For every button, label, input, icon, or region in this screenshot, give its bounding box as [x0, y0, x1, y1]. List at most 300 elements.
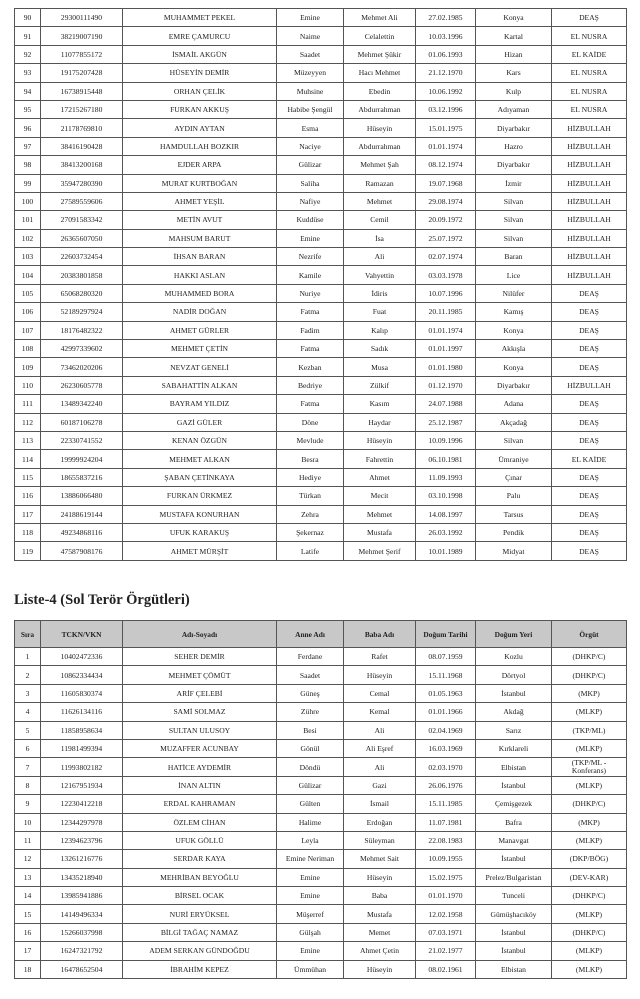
cell-organization: (DHKP/C): [552, 887, 627, 905]
cell-father: Mustafa: [344, 905, 416, 923]
table-row: [15, 395, 627, 413]
cell-birth-date: 01.06.1993: [416, 45, 476, 63]
cell-birth-place: Silvan: [476, 431, 552, 449]
cell-tckn: 10402472336: [41, 648, 123, 666]
cell-organization: DEAŞ: [552, 413, 627, 431]
cell-birth-place: Adana: [476, 395, 552, 413]
cell-mother: Habibe Şengül: [277, 100, 344, 118]
cell-birth-date: 02.04.1969: [416, 721, 476, 739]
cell-tckn: 49234868116: [41, 523, 123, 541]
table-row: [15, 923, 627, 941]
table-row: [15, 229, 627, 247]
cell-father: Hüseyin: [344, 666, 416, 684]
cell-sira: 7: [15, 758, 41, 776]
cell-name: MEHMET ÇETİN: [123, 340, 277, 358]
cell-mother: Emine: [277, 887, 344, 905]
cell-name: HATİCE AYDEMİR: [123, 758, 277, 776]
table-row: [15, 831, 627, 849]
cell-father: Abdurrahman: [344, 100, 416, 118]
cell-tckn: 52189297924: [41, 303, 123, 321]
cell-tckn: 73462020206: [41, 358, 123, 376]
cell-name: FURKAN AKKUŞ: [123, 100, 277, 118]
cell-name: ADEM SERKAN GÜNDOĞDU: [123, 942, 277, 960]
cell-birth-date: 19.07.1968: [416, 174, 476, 192]
cell-sira: 103: [15, 248, 41, 266]
table-row: [15, 431, 627, 449]
cell-sira: 114: [15, 450, 41, 468]
cell-name: MAHSUM BARUT: [123, 229, 277, 247]
cell-tckn: 26230605778: [41, 376, 123, 394]
cell-birth-date: 01.01.1974: [416, 137, 476, 155]
cell-tckn: 29300111490: [41, 9, 123, 27]
cell-tckn: 16478652504: [41, 960, 123, 978]
table-row: [15, 137, 627, 155]
cell-sira: 113: [15, 431, 41, 449]
cell-name: FURKAN ÜRKMEZ: [123, 487, 277, 505]
cell-sira: 111: [15, 395, 41, 413]
cell-mother: Döne: [277, 413, 344, 431]
cell-birth-place: Bafra: [476, 813, 552, 831]
table-row: [15, 542, 627, 560]
cell-sira: 105: [15, 284, 41, 302]
cell-mother: Besra: [277, 450, 344, 468]
cell-mother: Emine: [277, 229, 344, 247]
cell-birth-place: Konya: [476, 9, 552, 27]
table-row: [15, 413, 627, 431]
cell-sira: 94: [15, 82, 41, 100]
cell-mother: Emine: [277, 9, 344, 27]
cell-mother: Nuriye: [277, 284, 344, 302]
cell-mother: Fadim: [277, 321, 344, 339]
cell-name: SEHER DEMİR: [123, 648, 277, 666]
cell-birth-date: 15.11.1968: [416, 666, 476, 684]
cell-mother: Emine: [277, 942, 344, 960]
cell-name: UFUK GÖLLÜ: [123, 831, 277, 849]
cell-sira: 12: [15, 850, 41, 868]
cell-father: Fahrettin: [344, 450, 416, 468]
cell-name: MEHRİBAN BEYOĞLU: [123, 868, 277, 886]
cell-birth-date: 10.09.1996: [416, 431, 476, 449]
cell-sira: 108: [15, 340, 41, 358]
cell-birth-place: Kırklareli: [476, 739, 552, 757]
cell-mother: Naime: [277, 27, 344, 45]
cell-sira: 117: [15, 505, 41, 523]
cell-sira: 14: [15, 887, 41, 905]
cell-birth-date: 25.12.1987: [416, 413, 476, 431]
cell-father: Hüseyin: [344, 960, 416, 978]
cell-tckn: 11993802182: [41, 758, 123, 776]
header-name: Adı-Soyadı: [123, 621, 277, 648]
cell-father: Ali: [344, 758, 416, 776]
cell-sira: 95: [15, 100, 41, 118]
cell-birth-date: 29.08.1974: [416, 192, 476, 210]
cell-mother: Fatma: [277, 395, 344, 413]
table-row: [15, 868, 627, 886]
cell-tckn: 12167951934: [41, 776, 123, 794]
cell-name: İHSAN BARAN: [123, 248, 277, 266]
cell-name: AHMET YEŞİL: [123, 192, 277, 210]
cell-tckn: 47587908176: [41, 542, 123, 560]
cell-sira: 93: [15, 64, 41, 82]
cell-tckn: 18176482322: [41, 321, 123, 339]
cell-birth-place: Kozlu: [476, 648, 552, 666]
cell-tckn: 60187106278: [41, 413, 123, 431]
cell-birth-date: 21.12.1970: [416, 64, 476, 82]
cell-organization: DEAŞ: [552, 505, 627, 523]
cell-birth-place: Manavgat: [476, 831, 552, 849]
cell-mother: Naciye: [277, 137, 344, 155]
table-row: [15, 703, 627, 721]
cell-tckn: 11605830374: [41, 684, 123, 702]
table-row: [15, 156, 627, 174]
cell-birth-place: Akdağ: [476, 703, 552, 721]
cell-birth-place: Hizan: [476, 45, 552, 63]
cell-birth-date: 06.10.1981: [416, 450, 476, 468]
cell-birth-place: Palu: [476, 487, 552, 505]
table-row: [15, 284, 627, 302]
cell-organization: (DHKP/C): [552, 795, 627, 813]
cell-birth-place: Baran: [476, 248, 552, 266]
cell-organization: DEAŞ: [552, 303, 627, 321]
list-3-table-body: [15, 9, 627, 561]
cell-name: NEVZAT GENELİ: [123, 358, 277, 376]
cell-sira: 10: [15, 813, 41, 831]
cell-birth-date: 27.02.1985: [416, 9, 476, 27]
cell-organization: HİZBULLAH: [552, 229, 627, 247]
cell-tckn: 10862334434: [41, 666, 123, 684]
cell-father: Ahmet: [344, 468, 416, 486]
cell-name: MURAT KURTBOĞAN: [123, 174, 277, 192]
cell-tckn: 13886066480: [41, 487, 123, 505]
table-row: [15, 850, 627, 868]
cell-birth-place: Akçadağ: [476, 413, 552, 431]
cell-name: İNAN ALTIN: [123, 776, 277, 794]
table-row: [15, 813, 627, 831]
header-mother: Anne Adı: [277, 621, 344, 648]
table-row: [15, 468, 627, 486]
cell-birth-place: Silvan: [476, 229, 552, 247]
cell-birth-place: Elbistan: [476, 758, 552, 776]
cell-birth-date: 03.03.1978: [416, 266, 476, 284]
cell-tckn: 26365607050: [41, 229, 123, 247]
cell-sira: 5: [15, 721, 41, 739]
cell-father: Mecit: [344, 487, 416, 505]
header-birth-date: Doğum Tarihi: [416, 621, 476, 648]
cell-birth-place: Sarız: [476, 721, 552, 739]
cell-name: KENAN ÖZGÜN: [123, 431, 277, 449]
table-row: [15, 321, 627, 339]
cell-organization: (DEV-KAR): [552, 868, 627, 886]
table-row: [15, 666, 627, 684]
cell-organization: (MLKP): [552, 942, 627, 960]
cell-birth-place: Akkışla: [476, 340, 552, 358]
table-row: [15, 64, 627, 82]
cell-sira: 101: [15, 211, 41, 229]
table-row: [15, 776, 627, 794]
cell-name: UFUK KARAKUŞ: [123, 523, 277, 541]
cell-tckn: 12394623796: [41, 831, 123, 849]
cell-father: Mustafa: [344, 523, 416, 541]
cell-name: MUSTAFA KONURHAN: [123, 505, 277, 523]
cell-father: Cemal: [344, 684, 416, 702]
cell-father: Mehmet Şah: [344, 156, 416, 174]
cell-tckn: 20383801858: [41, 266, 123, 284]
cell-mother: Leyla: [277, 831, 344, 849]
cell-father: Rafet: [344, 648, 416, 666]
cell-sira: 96: [15, 119, 41, 137]
header-father: Baba Adı: [344, 621, 416, 648]
cell-father: Zülkif: [344, 376, 416, 394]
cell-father: Musa: [344, 358, 416, 376]
cell-tckn: 35947280390: [41, 174, 123, 192]
cell-birth-date: 03.10.1998: [416, 487, 476, 505]
cell-birth-place: Lice: [476, 266, 552, 284]
cell-father: Ali: [344, 721, 416, 739]
cell-tckn: 13435218940: [41, 868, 123, 886]
table-row: [15, 119, 627, 137]
cell-mother: Şekernaz: [277, 523, 344, 541]
cell-mother: Gönül: [277, 739, 344, 757]
cell-name: NADİR DOĞAN: [123, 303, 277, 321]
table-row: [15, 266, 627, 284]
cell-organization: (DHKP/C): [552, 923, 627, 941]
cell-name: AHMET MÜRŞİT: [123, 542, 277, 560]
cell-father: Sadık: [344, 340, 416, 358]
cell-name: BAYRAM YILDIZ: [123, 395, 277, 413]
cell-sira: 104: [15, 266, 41, 284]
cell-tckn: 65068280320: [41, 284, 123, 302]
cell-birth-date: 15.02.1975: [416, 868, 476, 886]
cell-birth-date: 01.01.1980: [416, 358, 476, 376]
cell-sira: 91: [15, 27, 41, 45]
cell-sira: 100: [15, 192, 41, 210]
cell-birth-date: 01.05.1963: [416, 684, 476, 702]
cell-tckn: 19175207428: [41, 64, 123, 82]
cell-mother: Gülizar: [277, 776, 344, 794]
table-row: [15, 905, 627, 923]
cell-birth-place: Elbistan: [476, 960, 552, 978]
cell-organization: DEAŞ: [552, 284, 627, 302]
cell-mother: Hediye: [277, 468, 344, 486]
cell-sira: 11: [15, 831, 41, 849]
cell-mother: Döndü: [277, 758, 344, 776]
cell-name: BİRSEL OCAK: [123, 887, 277, 905]
cell-mother: Saadet: [277, 666, 344, 684]
cell-organization: (MLKP): [552, 960, 627, 978]
cell-mother: Güneş: [277, 684, 344, 702]
cell-birth-place: Midyat: [476, 542, 552, 560]
cell-father: Gazi: [344, 776, 416, 794]
cell-tckn: 22330741552: [41, 431, 123, 449]
cell-name: AHMET GÜRLER: [123, 321, 277, 339]
cell-mother: Bedriye: [277, 376, 344, 394]
cell-father: İsmail: [344, 795, 416, 813]
cell-organization: DEAŞ: [552, 340, 627, 358]
cell-birth-place: Hazro: [476, 137, 552, 155]
table-row: [15, 684, 627, 702]
cell-sira: 16: [15, 923, 41, 941]
cell-sira: 13: [15, 868, 41, 886]
cell-name: METİN AVUT: [123, 211, 277, 229]
cell-sira: 6: [15, 739, 41, 757]
cell-tckn: 11626134116: [41, 703, 123, 721]
cell-organization: EL NUSRA: [552, 27, 627, 45]
cell-birth-date: 15.11.1985: [416, 795, 476, 813]
cell-birth-place: Kars: [476, 64, 552, 82]
cell-mother: Müzeyyen: [277, 64, 344, 82]
cell-birth-date: 25.07.1972: [416, 229, 476, 247]
table-row: [15, 450, 627, 468]
table-row: [15, 758, 627, 776]
cell-birth-date: 26.06.1976: [416, 776, 476, 794]
cell-name: EJDER ARPA: [123, 156, 277, 174]
cell-birth-date: 15.01.1975: [416, 119, 476, 137]
table-row: [15, 248, 627, 266]
cell-name: MEHMET ÇÖMÜT: [123, 666, 277, 684]
cell-organization: EL NUSRA: [552, 64, 627, 82]
cell-birth-date: 24.07.1988: [416, 395, 476, 413]
cell-organization: (MKP): [552, 684, 627, 702]
cell-organization: DEAŞ: [552, 431, 627, 449]
cell-organization: (MLKP): [552, 739, 627, 757]
cell-organization: HİZBULLAH: [552, 192, 627, 210]
header-birth-place: Doğum Yeri: [476, 621, 552, 648]
cell-tckn: 16247321792: [41, 942, 123, 960]
cell-sira: 115: [15, 468, 41, 486]
cell-organization: DEAŞ: [552, 468, 627, 486]
cell-birth-date: 10.03.1996: [416, 27, 476, 45]
cell-sira: 4: [15, 703, 41, 721]
cell-organization: HİZBULLAH: [552, 119, 627, 137]
cell-mother: Latife: [277, 542, 344, 560]
cell-birth-date: 22.08.1983: [416, 831, 476, 849]
cell-mother: Emine: [277, 868, 344, 886]
cell-sira: 9: [15, 795, 41, 813]
cell-birth-place: Kamış: [476, 303, 552, 321]
cell-organization: (MLKP): [552, 776, 627, 794]
cell-birth-date: 07.03.1971: [416, 923, 476, 941]
cell-sira: 110: [15, 376, 41, 394]
cell-tckn: 27589559606: [41, 192, 123, 210]
cell-mother: Ümmühan: [277, 960, 344, 978]
cell-father: Erdoğan: [344, 813, 416, 831]
cell-name: SERDAR KAYA: [123, 850, 277, 868]
cell-name: BİLGİ TAĞAÇ NAMAZ: [123, 923, 277, 941]
table-row: [15, 192, 627, 210]
cell-mother: Türkan: [277, 487, 344, 505]
cell-name: SABAHATTİN ALKAN: [123, 376, 277, 394]
cell-sira: 2: [15, 666, 41, 684]
cell-birth-place: Nilüfer: [476, 284, 552, 302]
cell-mother: Esma: [277, 119, 344, 137]
cell-tckn: 21178769810: [41, 119, 123, 137]
cell-name: MUHAMMED BORA: [123, 284, 277, 302]
cell-tckn: 38413200168: [41, 156, 123, 174]
cell-organization: (MLKP): [552, 703, 627, 721]
cell-tckn: 13489342240: [41, 395, 123, 413]
table-row: [15, 211, 627, 229]
cell-birth-date: 11.09.1993: [416, 468, 476, 486]
cell-birth-date: 01.01.1966: [416, 703, 476, 721]
cell-birth-place: Çınar: [476, 468, 552, 486]
cell-father: Haydar: [344, 413, 416, 431]
cell-father: Cemil: [344, 211, 416, 229]
cell-tckn: 12230412218: [41, 795, 123, 813]
cell-sira: 118: [15, 523, 41, 541]
cell-organization: EL KAİDE: [552, 450, 627, 468]
cell-mother: Ferdane: [277, 648, 344, 666]
cell-organization: (MKP): [552, 813, 627, 831]
cell-father: Abdurrahman: [344, 137, 416, 155]
cell-mother: Kezban: [277, 358, 344, 376]
cell-name: İSMAİL AKGÜN: [123, 45, 277, 63]
cell-father: Ali: [344, 248, 416, 266]
cell-birth-place: Pendik: [476, 523, 552, 541]
cell-mother: Gülten: [277, 795, 344, 813]
cell-sira: 1: [15, 648, 41, 666]
cell-mother: Fatma: [277, 303, 344, 321]
cell-name: MUHAMMET PEKEL: [123, 9, 277, 27]
cell-organization: EL NUSRA: [552, 82, 627, 100]
cell-mother: Halime: [277, 813, 344, 831]
cell-birth-place: Kartal: [476, 27, 552, 45]
cell-name: AYDIN AYTAN: [123, 119, 277, 137]
cell-birth-place: Diyarbakır: [476, 119, 552, 137]
cell-birth-place: Silvan: [476, 192, 552, 210]
cell-birth-date: 08.02.1961: [416, 960, 476, 978]
cell-tckn: 11858958634: [41, 721, 123, 739]
section-title: Liste-4 (Sol Terör Örgütleri): [14, 592, 190, 608]
cell-birth-date: 08.12.1974: [416, 156, 476, 174]
cell-organization: HİZBULLAH: [552, 137, 627, 155]
cell-organization: EL KAİDE: [552, 45, 627, 63]
cell-organization: DEAŞ: [552, 321, 627, 339]
cell-father: Ebedin: [344, 82, 416, 100]
cell-tckn: 18655837216: [41, 468, 123, 486]
table-row: [15, 523, 627, 541]
cell-tckn: 17215267180: [41, 100, 123, 118]
cell-mother: Saliha: [277, 174, 344, 192]
cell-birth-place: Kulp: [476, 82, 552, 100]
cell-sira: 116: [15, 487, 41, 505]
cell-birth-place: İstanbul: [476, 942, 552, 960]
cell-birth-date: 01.01.1997: [416, 340, 476, 358]
cell-name: ERDAL KAHRAMAN: [123, 795, 277, 813]
cell-tckn: 14149496334: [41, 905, 123, 923]
cell-organization: HİZBULLAH: [552, 266, 627, 284]
cell-name: SULTAN ULUSOY: [123, 721, 277, 739]
cell-tckn: 15266037998: [41, 923, 123, 941]
cell-organization: (TKP/ML - Konferans): [552, 758, 627, 776]
cell-name: ÖZLEM CİHAN: [123, 813, 277, 831]
cell-name: MUZAFFER ACUNBAY: [123, 739, 277, 757]
cell-mother: Besi: [277, 721, 344, 739]
table-row: [15, 739, 627, 757]
cell-organization: (DKP/BÖG): [552, 850, 627, 868]
cell-mother: Kuddüse: [277, 211, 344, 229]
cell-birth-place: Adıyaman: [476, 100, 552, 118]
table-row: [15, 100, 627, 118]
cell-tckn: 24188619144: [41, 505, 123, 523]
cell-father: Hüseyin: [344, 431, 416, 449]
cell-father: Hacı Mehmet: [344, 64, 416, 82]
cell-organization: DEAŞ: [552, 358, 627, 376]
cell-birth-date: 02.07.1974: [416, 248, 476, 266]
cell-tckn: 11981499394: [41, 739, 123, 757]
cell-tckn: 42997339602: [41, 340, 123, 358]
cell-father: Celalettin: [344, 27, 416, 45]
cell-organization: DEAŞ: [552, 542, 627, 560]
